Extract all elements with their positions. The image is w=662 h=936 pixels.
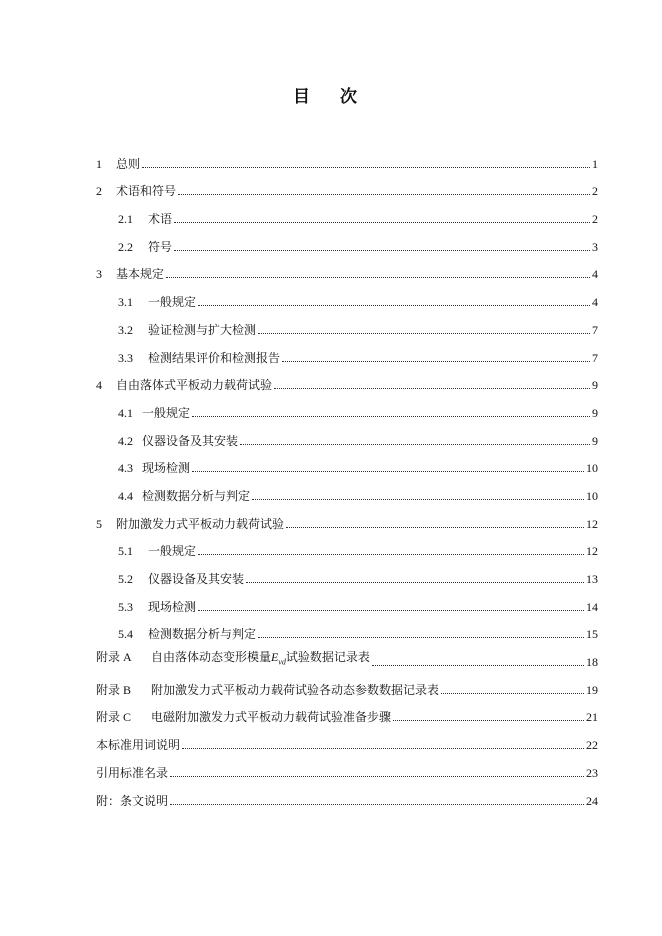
toc-entry-number: 4.2 [118,433,133,448]
toc-entry-label [118,351,280,365]
toc-entry[interactable] [96,365,598,393]
toc-entry-label [118,212,172,226]
toc-entry[interactable] [96,503,598,531]
toc-entry-page: 24 [586,793,598,808]
dot-leader [258,333,590,334]
toc-entry-label [96,710,391,724]
toc-entry[interactable] [96,641,598,669]
dot-leader [174,250,590,251]
toc-entry-page: 14 [586,599,598,614]
toc-entry-text: 一般规定 [142,405,191,420]
toc-entry[interactable] [96,780,598,808]
toc-entry-text: 现场检测 [142,461,191,476]
toc-entry[interactable] [96,420,598,448]
toc-entry-label [118,434,238,448]
toc-entry-number: 4.3 [118,461,133,476]
dot-leader [170,804,584,805]
toc-entry-page: 12 [586,516,598,531]
toc-entry-label [118,461,190,475]
toc-entry-page: 9 [592,378,598,393]
toc-entry-number: 5.1 [118,544,133,559]
toc-entry-text: 引用标准名录 [96,765,169,780]
toc-entry-page: 12 [586,544,598,559]
toc-entry[interactable] [96,171,598,199]
toc-entry-number: 附录 A [96,649,132,664]
toc-entry-label [118,295,196,309]
toc-entry-page: 22 [586,738,598,753]
toc-entry-number: 5.4 [118,627,133,642]
toc-entry-text: 总则 [116,156,141,171]
toc-entry[interactable] [96,669,598,697]
toc-entry-page: 23 [586,765,598,780]
toc-entry-page: 10 [586,461,598,476]
toc-entry[interactable] [96,226,598,254]
toc-entry[interactable] [96,558,598,586]
toc-entry-text: 基本规定 [116,267,165,282]
toc-entry-number: 5.3 [118,599,133,614]
toc-entry-label [96,184,176,198]
toc-entry-text: 附：条文说明 [96,793,169,808]
toc-entry[interactable] [96,475,598,503]
toc-entry-page: 7 [592,350,598,365]
toc-entry-number: 2 [96,184,102,199]
toc-entry-number: 3.3 [118,350,133,365]
toc-entry-text: 一般规定 [148,295,197,310]
toc-entry[interactable] [96,337,598,365]
toc-entry-page: 9 [592,433,598,448]
toc-entry[interactable] [96,392,598,420]
toc-entry-symbol: $E_{vd}$ [271,649,286,667]
toc-entry[interactable] [96,198,598,226]
toc-entry-page: 2 [592,184,598,199]
toc-entry-label [96,683,439,697]
toc-entry[interactable] [96,309,598,337]
toc-entry-text: 检测数据分析与判定 [148,627,257,642]
toc-entry-text-after: 试验数据记录表 [285,649,370,664]
dot-leader [441,693,584,694]
dot-leader [372,665,584,666]
toc-entry-text: 仪器设备及其安装 [142,433,239,448]
toc-entry-number: 附录 C [96,710,132,725]
toc-entry[interactable] [96,448,598,476]
toc-entry-label [96,517,284,531]
toc-entry-page: 13 [586,572,598,586]
toc-entry[interactable] [96,254,598,282]
toc-entry-label [96,794,168,808]
toc-entry-label [118,572,244,586]
toc-entry-label [118,323,256,337]
dot-leader [174,222,590,223]
toc-entry[interactable] [96,143,598,171]
dot-leader [170,776,584,777]
dot-leader [178,194,590,195]
table-of-contents [96,143,598,808]
toc-entry-text: 符号 [148,239,173,254]
toc-entry-text: 仪器设备及其安装 [148,572,245,586]
toc-entry-number: 3.1 [118,295,133,310]
toc-entry-page: 15 [586,627,598,642]
toc-entry-text: 检测结果评价和检测报告 [148,350,281,365]
toc-entry-label [96,267,164,281]
toc-entry-text: 现场检测 [148,599,197,614]
dot-leader [198,610,584,611]
dot-leader [286,527,584,528]
toc-entry-label [118,544,196,558]
toc-entry-number: 5 [96,516,102,531]
page-title: 目 次 [293,87,369,107]
toc-entry-text: 检测数据分析与判定 [142,488,251,503]
toc-entry-page: 18 [586,655,598,670]
toc-entry-text: 电磁附加激发力式平板动力载荷试验准备步骤 [151,710,392,725]
toc-entry-number: 2.2 [118,239,133,254]
toc-entry[interactable] [96,752,598,780]
toc-entry-page: 4 [592,267,598,282]
toc-entry-page: 7 [592,322,598,337]
dot-leader [142,167,590,168]
toc-entry-page: 9 [592,405,598,420]
toc-entry-text: 本标准用词说明 [96,738,181,753]
toc-entry-page: 21 [586,710,598,725]
toc-entry-text: 自由落体式平板动力载荷试验 [116,378,273,393]
toc-entry-label [118,406,190,420]
toc-entry-page: 19 [586,682,598,697]
toc-entry-page: 1 [592,156,598,171]
toc-entry-label [96,378,272,392]
toc-entry-number: 附录 B [96,682,132,697]
toc-entry-label [118,489,250,503]
toc-entry[interactable] [96,614,598,642]
dot-leader [393,720,584,721]
dot-leader [246,582,584,583]
dot-leader [274,388,590,389]
toc-entry-number: 4.4 [118,488,133,503]
toc-entry-label [118,240,172,254]
toc-entry-number: 2.1 [118,212,133,227]
toc-entry-page: 10 [586,488,598,503]
dot-leader [198,305,590,306]
toc-entry-page: 3 [592,239,598,254]
toc-entry[interactable] [96,531,598,559]
toc-entry-text: 验证检测与扩大检测 [148,322,257,337]
toc-entry-label [96,766,168,780]
toc-entry-text: 术语和符号 [116,184,177,199]
dot-leader [258,637,584,638]
toc-entry[interactable] [96,586,598,614]
toc-entry-number: 4.1 [118,405,133,420]
toc-entry-label [96,738,180,752]
toc-entry-number: 3.2 [118,322,133,337]
toc-entry-number: 1 [96,156,102,171]
toc-entry-label [96,157,140,171]
toc-entry-number: 4 [96,378,102,393]
toc-entry-text: 自由落体动态变形模量 [151,649,272,664]
toc-entry[interactable] [96,724,598,752]
dot-leader [192,416,590,417]
toc-entry-page: 2 [592,212,598,227]
dot-leader [240,444,590,445]
dot-leader [182,748,584,749]
toc-entry-label [118,600,196,614]
dot-leader [282,361,590,362]
dot-leader [198,554,584,555]
toc-entry-text: 附加激发力式平板动力载荷试验各动态参数数据记录表 [151,682,440,697]
toc-entry[interactable] [96,281,598,309]
dot-leader [166,277,590,278]
toc-entry-page: 4 [592,295,598,310]
dot-leader [252,499,584,500]
toc-entry-number: 5.2 [118,572,133,586]
toc-entry-label [96,650,370,669]
toc-entry-label [118,627,256,641]
toc-entry-text: 附加激发力式平板动力载荷试验 [116,516,285,531]
toc-entry-text: 一般规定 [148,544,197,559]
dot-leader [192,471,584,472]
toc-entry[interactable] [96,697,598,725]
toc-entry-number: 3 [96,267,102,282]
toc-entry-text: 术语 [148,212,173,227]
